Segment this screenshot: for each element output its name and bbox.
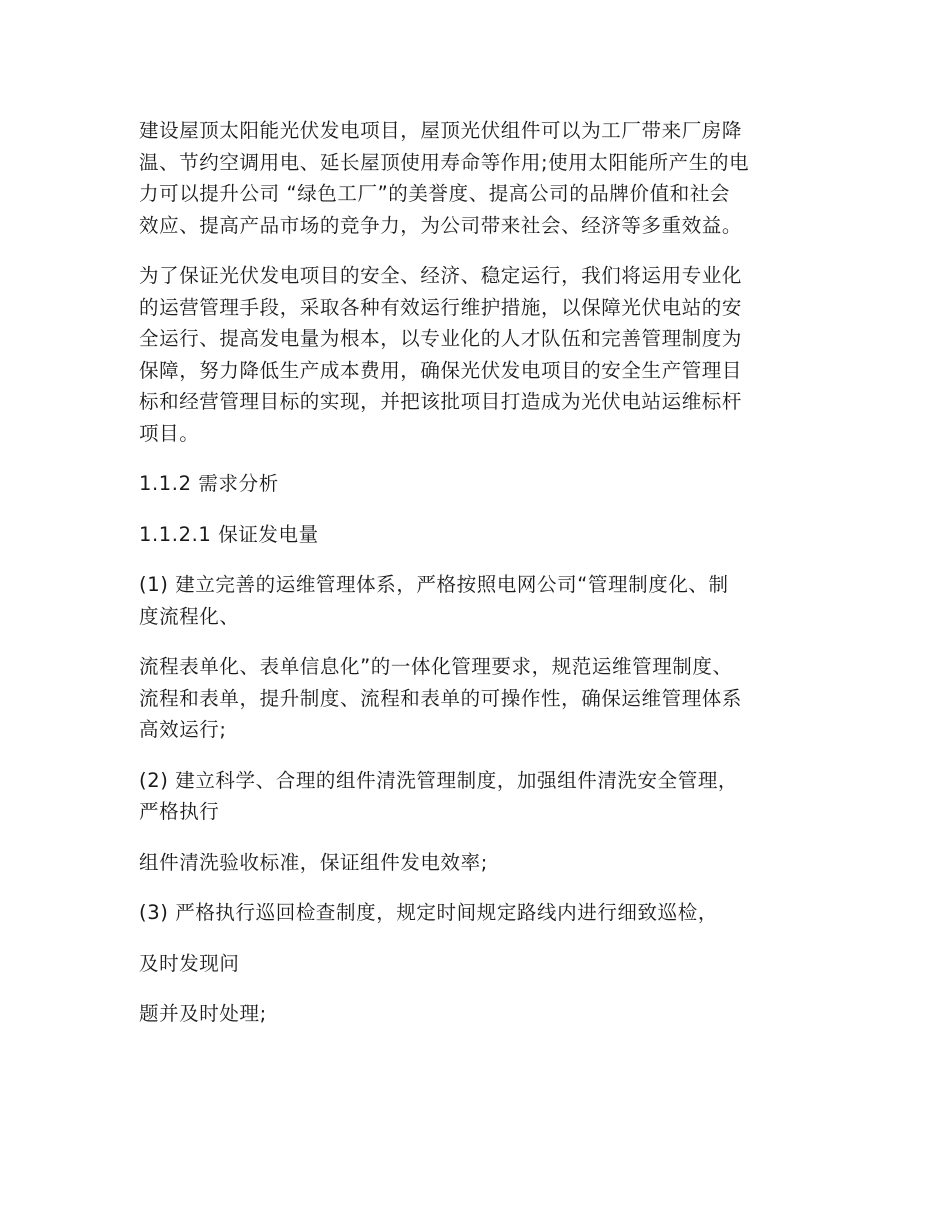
text-line: 流程和表单，提升制度、流程和表单的可操作性，确保运维管理体系 (139, 686, 743, 710)
text-line: 度流程化、 (139, 604, 240, 628)
text-line: 组件清洗验收标准，保证组件发电效率; (139, 850, 488, 874)
text-line: 标和经营管理目标的实现，并把该批项目打造成为光伏电站运维标杆 (139, 390, 743, 413)
text-line: 及时发现问 (139, 951, 240, 975)
list-item-2 (139, 765, 809, 828)
list-item-2-continued (139, 847, 809, 879)
list-item-3 (139, 897, 809, 929)
text-line: 高效运行; (139, 718, 227, 741)
section-heading (139, 468, 809, 500)
text-line: 效应、提高产品市场的竞争力，为公司带来社会、经济等多重效益。 (139, 213, 743, 237)
text-line: (2) 建立科学、合理的组件清洗管理制度，加强组件清洗安全管理， (139, 768, 739, 792)
text-line: 1.1.2 需求分析 (139, 472, 279, 495)
list-item-1-continued (139, 651, 809, 746)
text-line: (1) 建立完善的运维管理体系，严格按照电网公司“管理制度化、制 (139, 573, 729, 596)
text-line: 保障，努力降低生产成本费用，确保光伏发电项目的安全生产管理目 (139, 358, 743, 382)
text-line: 严格执行 (139, 800, 220, 823)
text-line: 建设屋顶太阳能光伏发电项目，屋顶光伏组件可以为工厂带来厂房降 (139, 119, 743, 142)
text-line: 流程表单化、表单信息化”的一体化管理要求，规范运维管理制度、 (139, 655, 733, 678)
text-line: 力可以提升公司 “绿色工厂”的美誉度、提高公司的品牌价值和社会 (139, 182, 731, 205)
text-line: 温、节约空调用电、延长屋顶使用寿命等作用;使用太阳能所产生的电 (139, 150, 750, 174)
text-line: 为了保证光伏发电项目的安全、经济、稳定运行，我们将运用专业化 (139, 264, 743, 287)
text-line: 的运营管理手段，采取各种有效运行维护措施，以保障光伏电站的安 (139, 295, 743, 319)
document-page (139, 115, 809, 1049)
paragraph-operations (139, 260, 809, 449)
text-line: 题并及时处理; (139, 1002, 267, 1025)
text-line: 1.1.2.1 保证发电量 (139, 522, 319, 546)
paragraph-intro (139, 115, 809, 241)
text-line: 全运行、提高发电量为根本，以专业化的人才队伍和完善管理制度为 (139, 327, 743, 350)
subsection-heading (139, 519, 809, 551)
text-line: (3) 严格执行巡回检查制度，规定时间规定路线内进行细致巡检， (139, 901, 718, 924)
list-item-1 (139, 569, 809, 632)
text-line: 项目。 (139, 421, 200, 445)
list-item-3-end (139, 998, 809, 1030)
list-item-3-continued (139, 948, 809, 980)
